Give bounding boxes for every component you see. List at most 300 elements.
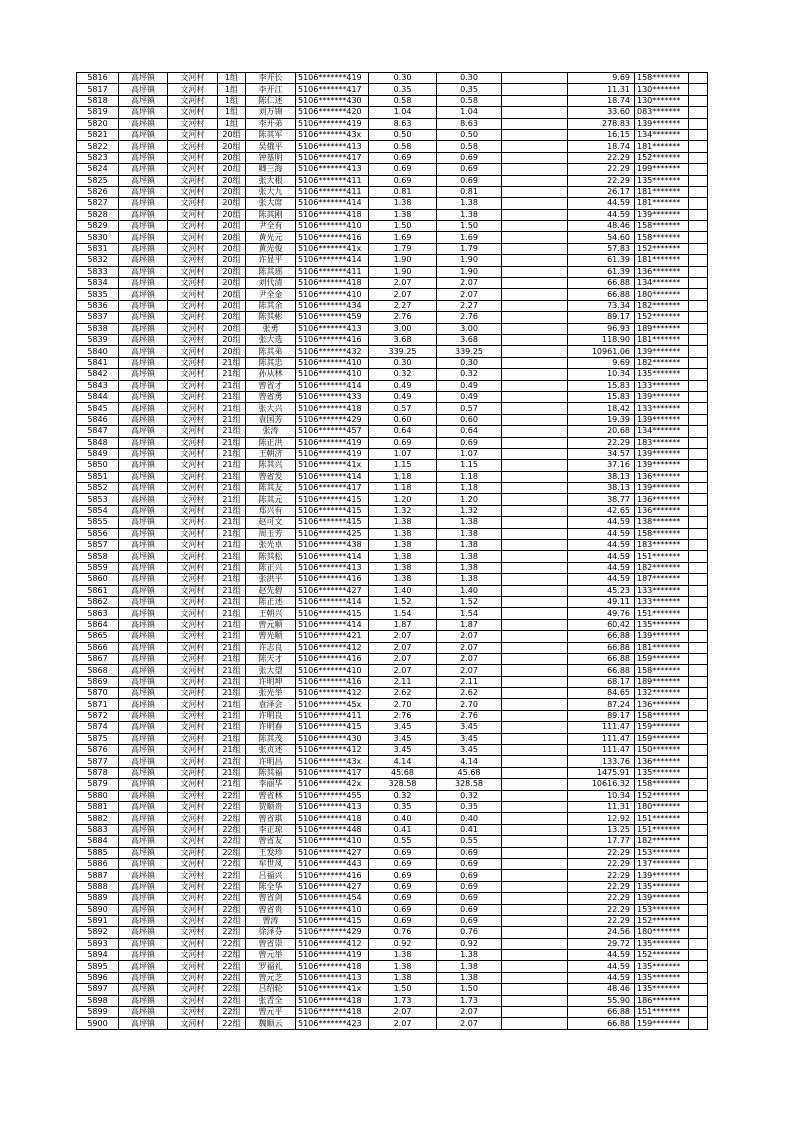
amount-cell: 66.88	[568, 278, 635, 289]
phone-cell: 134*******	[635, 426, 689, 437]
name-cell: 许志良	[246, 642, 296, 653]
row-number-cell: 5889	[77, 893, 119, 904]
table-row	[77, 802, 708, 813]
extra-cell	[689, 802, 708, 813]
area-a-cell: 3.68	[369, 334, 437, 345]
remark-cell	[502, 619, 568, 630]
area-a-cell: 3.45	[369, 722, 437, 733]
name-cell: 李开长	[246, 73, 296, 84]
extra-cell	[689, 596, 708, 607]
area-a-cell: 0.35	[369, 802, 437, 813]
name-cell: 曾元顺	[246, 619, 296, 630]
id-number-cell: 5106*******41x	[296, 460, 369, 471]
remark-cell	[502, 767, 568, 778]
remark-cell	[502, 255, 568, 266]
table-row	[77, 562, 708, 573]
phone-cell: 180*******	[635, 802, 689, 813]
group-cell: 21组	[218, 699, 246, 710]
area-a-cell: 1.38	[369, 562, 437, 573]
name-cell: 陈其刚	[246, 209, 296, 220]
name-cell: 贺顺贵	[246, 802, 296, 813]
row-number-cell: 5849	[77, 448, 119, 459]
group-cell: 20组	[218, 289, 246, 300]
area-a-cell: 1.69	[369, 232, 437, 243]
town-cell: 高坪镇	[119, 676, 168, 687]
table-row	[77, 460, 708, 471]
name-cell: 许显平	[246, 255, 296, 266]
village-cell: 文河村	[168, 676, 218, 687]
name-cell: 徐泽芬	[246, 927, 296, 938]
phone-cell: 139*******	[635, 870, 689, 881]
remark-cell	[502, 278, 568, 289]
village-cell: 文河村	[168, 118, 218, 129]
area-a-cell: 0.69	[369, 858, 437, 869]
area-a-cell: 0.49	[369, 380, 437, 391]
amount-cell: 48.46	[568, 221, 635, 232]
name-cell: 陈其忠	[246, 357, 296, 368]
phone-cell: 135*******	[635, 938, 689, 949]
table-row	[77, 870, 708, 881]
area-b-cell: 1.69	[437, 232, 502, 243]
area-a-cell: 0.69	[369, 152, 437, 163]
group-cell: 21组	[218, 665, 246, 676]
phone-cell: 139*******	[635, 631, 689, 642]
row-number-cell: 5826	[77, 186, 119, 197]
extra-cell	[689, 505, 708, 516]
village-cell: 文河村	[168, 733, 218, 744]
group-cell: 21组	[218, 403, 246, 414]
town-cell: 高坪镇	[119, 631, 168, 642]
amount-cell: 66.88	[568, 289, 635, 300]
remark-cell	[502, 118, 568, 129]
area-a-cell: 0.55	[369, 836, 437, 847]
group-cell: 21组	[218, 745, 246, 756]
remark-cell	[502, 289, 568, 300]
id-number-cell: 5106*******434	[296, 300, 369, 311]
group-cell: 21组	[218, 483, 246, 494]
remark-cell	[502, 927, 568, 938]
row-number-cell: 5859	[77, 562, 119, 573]
phone-cell: 183*******	[635, 540, 689, 551]
row-number-cell: 5837	[77, 312, 119, 323]
id-number-cell: 5106*******425	[296, 528, 369, 539]
row-number-cell: 5842	[77, 369, 119, 380]
area-b-cell: 3.45	[437, 745, 502, 756]
town-cell: 高坪镇	[119, 209, 168, 220]
group-cell: 22组	[218, 858, 246, 869]
area-a-cell: 2.07	[369, 1007, 437, 1018]
remark-cell	[502, 631, 568, 642]
village-cell: 文河村	[168, 1007, 218, 1018]
town-cell: 高坪镇	[119, 699, 168, 710]
amount-cell: 61.39	[568, 255, 635, 266]
id-number-cell: 5106*******427	[296, 585, 369, 596]
extra-cell	[689, 334, 708, 345]
amount-cell: 84.65	[568, 688, 635, 699]
area-a-cell: 0.58	[369, 95, 437, 106]
id-number-cell: 5106*******419	[296, 448, 369, 459]
extra-cell	[689, 164, 708, 175]
row-number-cell: 5856	[77, 528, 119, 539]
area-b-cell: 0.92	[437, 938, 502, 949]
amount-cell: 22.29	[568, 858, 635, 869]
village-cell: 文河村	[168, 278, 218, 289]
phone-cell: 181*******	[635, 255, 689, 266]
row-number-cell: 5832	[77, 255, 119, 266]
amount-cell: 10616.32	[568, 779, 635, 790]
row-number-cell: 5866	[77, 642, 119, 653]
town-cell: 高坪镇	[119, 790, 168, 801]
phone-cell: 139*******	[635, 346, 689, 357]
table-row	[77, 984, 708, 995]
row-number-cell: 5898	[77, 995, 119, 1006]
phone-cell: 182*******	[635, 357, 689, 368]
group-cell: 21组	[218, 676, 246, 687]
town-cell: 高坪镇	[119, 642, 168, 653]
area-b-cell: 1.87	[437, 619, 502, 630]
table-row	[77, 596, 708, 607]
row-number-cell: 5840	[77, 346, 119, 357]
area-b-cell: 4.14	[437, 756, 502, 767]
village-cell: 文河村	[168, 414, 218, 425]
group-cell: 21组	[218, 369, 246, 380]
row-number-cell: 5878	[77, 767, 119, 778]
name-cell: 曾省友	[246, 836, 296, 847]
phone-cell: 186*******	[635, 995, 689, 1006]
name-cell: 曾省勇	[246, 391, 296, 402]
town-cell: 高坪镇	[119, 619, 168, 630]
id-number-cell: 5106*******416	[296, 870, 369, 881]
remark-cell	[502, 312, 568, 323]
extra-cell	[689, 118, 708, 129]
town-cell: 高坪镇	[119, 95, 168, 106]
table-row	[77, 722, 708, 733]
group-cell: 21组	[218, 722, 246, 733]
amount-cell: 20.68	[568, 426, 635, 437]
id-number-cell: 5106*******410	[296, 289, 369, 300]
group-cell: 22组	[218, 836, 246, 847]
table-row	[77, 904, 708, 915]
village-cell: 文河村	[168, 437, 218, 448]
amount-cell: 9.69	[568, 357, 635, 368]
table-row	[77, 186, 708, 197]
village-cell: 文河村	[168, 380, 218, 391]
town-cell: 高坪镇	[119, 232, 168, 243]
group-cell: 1组	[218, 84, 246, 95]
village-cell: 文河村	[168, 323, 218, 334]
amount-cell: 111.47	[568, 733, 635, 744]
village-cell: 文河村	[168, 699, 218, 710]
group-cell: 21组	[218, 733, 246, 744]
table-row	[77, 847, 708, 858]
table-row	[77, 881, 708, 892]
amount-cell: 17.77	[568, 836, 635, 847]
amount-cell: 22.29	[568, 881, 635, 892]
town-cell: 高坪镇	[119, 733, 168, 744]
village-cell: 文河村	[168, 824, 218, 835]
amount-cell: 66.88	[568, 665, 635, 676]
name-cell: 张大九	[246, 186, 296, 197]
village-cell: 文河村	[168, 596, 218, 607]
remark-cell	[502, 84, 568, 95]
town-cell: 高坪镇	[119, 391, 168, 402]
town-cell: 高坪镇	[119, 186, 168, 197]
area-b-cell: 2.07	[437, 665, 502, 676]
table-row	[77, 938, 708, 949]
phone-cell: 151*******	[635, 813, 689, 824]
phone-cell: 152*******	[635, 243, 689, 254]
village-cell: 文河村	[168, 551, 218, 562]
amount-cell: 44.59	[568, 972, 635, 983]
remark-cell	[502, 175, 568, 186]
name-cell: 曾省贵	[246, 904, 296, 915]
group-cell: 22组	[218, 847, 246, 858]
amount-cell: 96.93	[568, 323, 635, 334]
area-a-cell: 1.54	[369, 608, 437, 619]
extra-cell	[689, 141, 708, 152]
extra-cell	[689, 938, 708, 949]
town-cell: 高坪镇	[119, 710, 168, 721]
group-cell: 22组	[218, 881, 246, 892]
amount-cell: 18.74	[568, 95, 635, 106]
id-number-cell: 5106*******415	[296, 517, 369, 528]
extra-cell	[689, 494, 708, 505]
row-number-cell: 5835	[77, 289, 119, 300]
area-b-cell: 0.57	[437, 403, 502, 414]
phone-cell: 132*******	[635, 688, 689, 699]
row-number-cell: 5896	[77, 972, 119, 983]
town-cell: 高坪镇	[119, 847, 168, 858]
table-row	[77, 369, 708, 380]
id-number-cell: 5106*******448	[296, 824, 369, 835]
id-number-cell: 5106*******415	[296, 608, 369, 619]
name-cell: 陈其瑶	[246, 266, 296, 277]
extra-cell	[689, 460, 708, 471]
area-b-cell: 339.25	[437, 346, 502, 357]
extra-cell	[689, 186, 708, 197]
name-cell: 陈其余	[246, 300, 296, 311]
area-a-cell: 1.38	[369, 574, 437, 585]
table-row	[77, 152, 708, 163]
extra-cell	[689, 870, 708, 881]
area-b-cell: 0.69	[437, 915, 502, 926]
id-number-cell: 5106*******41x	[296, 984, 369, 995]
name-cell: 曾省琪	[246, 813, 296, 824]
village-cell: 文河村	[168, 186, 218, 197]
group-cell: 21组	[218, 767, 246, 778]
phone-cell: 135*******	[635, 369, 689, 380]
name-cell: 张大席	[246, 198, 296, 209]
area-b-cell: 0.69	[437, 437, 502, 448]
remark-cell	[502, 369, 568, 380]
area-b-cell: 1.38	[437, 209, 502, 220]
extra-cell	[689, 483, 708, 494]
id-number-cell: 5106*******411	[296, 710, 369, 721]
phone-cell: 159*******	[635, 1018, 689, 1029]
row-number-cell: 5853	[77, 494, 119, 505]
phone-cell: 182*******	[635, 300, 689, 311]
group-cell: 21组	[218, 756, 246, 767]
name-cell: 陈其军	[246, 129, 296, 140]
row-number-cell: 5838	[77, 323, 119, 334]
id-number-cell: 5106*******418	[296, 961, 369, 972]
group-cell: 20组	[218, 164, 246, 175]
id-number-cell: 5106*******414	[296, 551, 369, 562]
amount-cell: 44.59	[568, 551, 635, 562]
group-cell: 20组	[218, 243, 246, 254]
row-number-cell: 5852	[77, 483, 119, 494]
id-number-cell: 5106*******416	[296, 676, 369, 687]
area-b-cell: 0.35	[437, 84, 502, 95]
group-cell: 21组	[218, 779, 246, 790]
area-b-cell: 1.38	[437, 574, 502, 585]
table-row	[77, 289, 708, 300]
name-cell: 许明昌	[246, 756, 296, 767]
group-cell: 20组	[218, 312, 246, 323]
extra-cell	[689, 881, 708, 892]
area-b-cell: 3.45	[437, 733, 502, 744]
phone-cell: 130*******	[635, 95, 689, 106]
town-cell: 高坪镇	[119, 745, 168, 756]
extra-cell	[689, 84, 708, 95]
extra-cell	[689, 813, 708, 824]
group-cell: 21组	[218, 551, 246, 562]
extra-cell	[689, 540, 708, 551]
table-row	[77, 540, 708, 551]
group-cell: 21组	[218, 437, 246, 448]
phone-cell: 182*******	[635, 836, 689, 847]
phone-cell: 136*******	[635, 756, 689, 767]
remark-cell	[502, 642, 568, 653]
town-cell: 高坪镇	[119, 608, 168, 619]
phone-cell: 181*******	[635, 186, 689, 197]
area-b-cell: 0.60	[437, 414, 502, 425]
town-cell: 高坪镇	[119, 505, 168, 516]
group-cell: 1组	[218, 95, 246, 106]
id-number-cell: 5106*******421	[296, 631, 369, 642]
extra-cell	[689, 847, 708, 858]
row-number-cell: 5819	[77, 107, 119, 118]
id-number-cell: 5106*******416	[296, 232, 369, 243]
area-b-cell: 1.52	[437, 596, 502, 607]
phone-cell: 135*******	[635, 881, 689, 892]
row-number-cell: 5860	[77, 574, 119, 585]
phone-cell: 158*******	[635, 665, 689, 676]
name-cell: 陈其友	[246, 483, 296, 494]
village-cell: 文河村	[168, 346, 218, 357]
extra-cell	[689, 448, 708, 459]
amount-cell: 15.83	[568, 391, 635, 402]
row-number-cell: 5839	[77, 334, 119, 345]
area-b-cell: 1.38	[437, 517, 502, 528]
name-cell: 郑兴有	[246, 505, 296, 516]
remark-cell	[502, 437, 568, 448]
row-number-cell: 5868	[77, 665, 119, 676]
id-number-cell: 5106*******427	[296, 881, 369, 892]
village-cell: 文河村	[168, 540, 218, 551]
extra-cell	[689, 950, 708, 961]
remark-cell	[502, 995, 568, 1006]
id-number-cell: 5106*******411	[296, 186, 369, 197]
extra-cell	[689, 414, 708, 425]
amount-cell: 66.88	[568, 1007, 635, 1018]
remark-cell	[502, 745, 568, 756]
town-cell: 高坪镇	[119, 278, 168, 289]
amount-cell: 38.13	[568, 471, 635, 482]
amount-cell: 22.29	[568, 847, 635, 858]
phone-cell: 152*******	[635, 152, 689, 163]
name-cell: 张涛	[246, 426, 296, 437]
group-cell: 21组	[218, 562, 246, 573]
area-a-cell: 1.79	[369, 243, 437, 254]
amount-cell: 12.92	[568, 813, 635, 824]
area-b-cell: 0.69	[437, 881, 502, 892]
area-b-cell: 0.69	[437, 175, 502, 186]
group-cell: 20组	[218, 198, 246, 209]
area-b-cell: 1.90	[437, 255, 502, 266]
id-number-cell: 5106*******433	[296, 391, 369, 402]
area-b-cell: 0.81	[437, 186, 502, 197]
village-cell: 文河村	[168, 152, 218, 163]
village-cell: 文河村	[168, 255, 218, 266]
id-number-cell: 5106*******457	[296, 426, 369, 437]
name-cell: 陈天才	[246, 653, 296, 664]
extra-cell	[689, 95, 708, 106]
area-a-cell: 4.14	[369, 756, 437, 767]
phone-cell: 158*******	[635, 528, 689, 539]
area-a-cell: 1.18	[369, 471, 437, 482]
remark-cell	[502, 961, 568, 972]
town-cell: 高坪镇	[119, 175, 168, 186]
row-number-cell: 5828	[77, 209, 119, 220]
area-a-cell: 0.30	[369, 357, 437, 368]
phone-cell: 183*******	[635, 437, 689, 448]
remark-cell	[502, 107, 568, 118]
name-cell: 吕福兴	[246, 870, 296, 881]
area-a-cell: 0.69	[369, 915, 437, 926]
town-cell: 高坪镇	[119, 107, 168, 118]
area-a-cell: 2.76	[369, 710, 437, 721]
amount-cell: 22.29	[568, 893, 635, 904]
remark-cell	[502, 972, 568, 983]
row-number-cell: 5869	[77, 676, 119, 687]
phone-cell: 152*******	[635, 950, 689, 961]
name-cell: 赵先碧	[246, 585, 296, 596]
village-cell: 文河村	[168, 95, 218, 106]
extra-cell	[689, 391, 708, 402]
row-number-cell: 5834	[77, 278, 119, 289]
id-number-cell: 5106*******420	[296, 107, 369, 118]
amount-cell: 38.13	[568, 483, 635, 494]
extra-cell	[689, 243, 708, 254]
phone-cell: 152*******	[635, 790, 689, 801]
area-a-cell: 45.68	[369, 767, 437, 778]
amount-cell: 22.29	[568, 870, 635, 881]
extra-cell	[689, 642, 708, 653]
group-cell: 22组	[218, 813, 246, 824]
extra-cell	[689, 528, 708, 539]
name-cell: 张光卓	[246, 540, 296, 551]
town-cell: 高坪镇	[119, 824, 168, 835]
extra-cell	[689, 471, 708, 482]
id-number-cell: 5106*******443	[296, 858, 369, 869]
remark-cell	[502, 710, 568, 721]
phone-cell: 158*******	[635, 779, 689, 790]
table-row	[77, 437, 708, 448]
group-cell: 22组	[218, 938, 246, 949]
area-b-cell: 1.40	[437, 585, 502, 596]
area-a-cell: 3.45	[369, 733, 437, 744]
